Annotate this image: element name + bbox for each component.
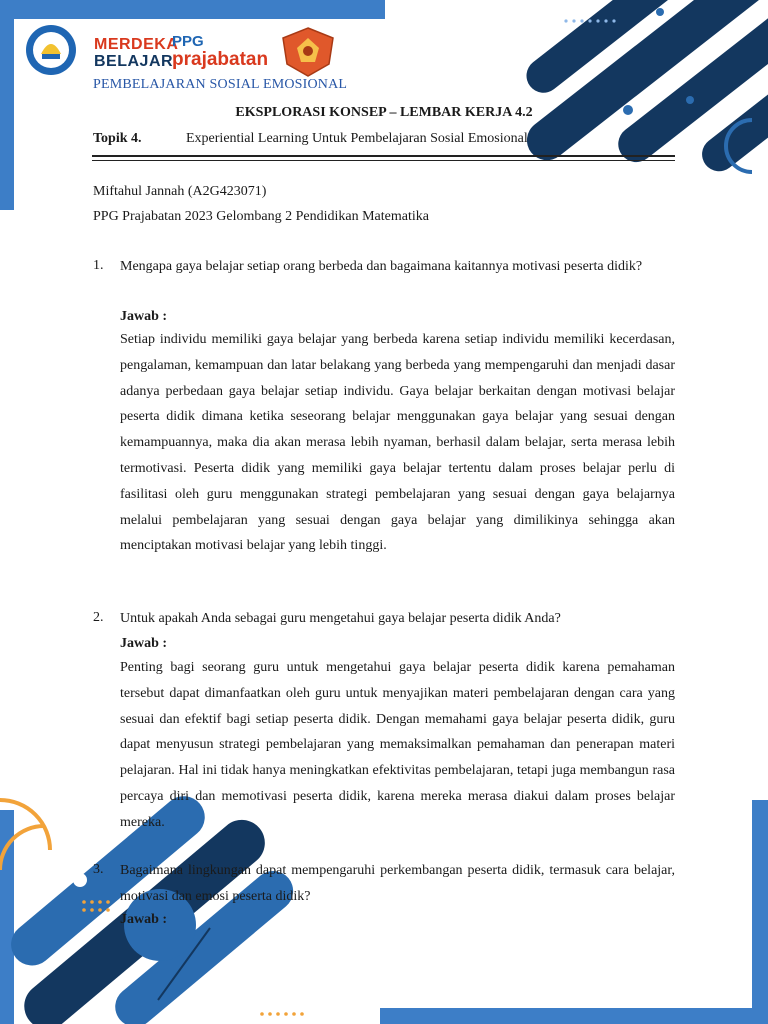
title-divider-top [92,155,675,157]
author-name: Miftahul Jannah (A2G423071) [93,184,267,199]
tut-wuri-handayani-logo [24,24,78,76]
question-2-number: 2. [93,610,104,625]
question-3-number: 3. [93,862,104,877]
title-divider-bottom [92,160,675,161]
question-2-answer: Penting bagi seorang guru untuk mengetahui gaya belajar peserta didik karena pemahaman tersebut dapat dimanfaatkan oleh guru untuk menyajikan materi pembelajaran dengan cara yang sesuai dan efektif bagi setiap peserta didik. Dengan memahami gaya belajar peserta didik, guru dapat menyusun strategi pembelajaran yang memaksimalkan pemahaman dan penerapan materi pelajaran. Hal ini tidak hanya meningkatkan efektivitas pembelajaran, tetapi juga membangun rasa percaya diri dan memotivasi peserta didik, karena mereka merasa diakui dalam proses belajar mereka. [120,660,675,830]
question-1-number: 1. [93,258,104,273]
belajar-text: BELAJAR [94,53,174,70]
header-subtitle: PEMBELAJARAN SOSIAL EMOSIONAL [93,77,348,92]
ppg-prajabatan-logo [172,34,268,70]
merdeka-text: MERDEKA [94,36,179,53]
question-1-jawab-label: Jawab : [120,309,168,324]
question-1-answer: Setiap individu memiliki gaya belajar yang berbeda karena setiap individu memiliki kecerdasan, pengalaman, kemampuan dan latar belakang yang berbeda yang mempengaruhi dan menjadi dasar adanya perbedaan gaya belajar setiap individu. Gaya belajar berkaitan dengan motivasi belajar peserta didik dimana ketika seseorang belajar menggunakan gaya belajar yang sesuai dengan kemampuannya, maka dia akan merasa lebih nyaman, berhasil dalam belajar, serta merasa lebih termotivasi. Peserta didik yang memiliki gaya belajar tertentu dalam proses belajar perlu di fasilitasi oleh guru menggunakan strategi pembelajaran yang sesuai dengan gaya belajarnya melalui pembelajaran yang sesuai dengan gaya belajar yang dimilikinya sehingga akan menciptakan motivasi belajar yang lebih tinggi. [120,332,675,554]
prajabatan-text: prajabatan [172,49,269,70]
university-seal-logo [279,26,337,78]
topic-text: Experiential Learning Untuk Pembelajaran Sosial Emosional [186,131,528,146]
program-name: PPG Prajabatan 2023 Gelombang 2 Pendidikan Matematika [93,209,429,224]
ppg-text: PPG [172,33,204,50]
question-2-text: Untuk apakah Anda sebagai guru mengetahui gaya belajar peserta didik Anda? [120,611,561,626]
topic-label: Topik 4. [93,131,142,146]
question-3-text: Bagaimana lingkungan dapat mempengaruhi perkembangan peserta didik, termasuk cara belajar, motivasi dan emosi peserta didik? [120,863,675,904]
page-title: EKSPLORASI KONSEP – LEMBAR KERJA 4.2 [235,105,533,120]
question-1-text: Mengapa gaya belajar setiap orang berbeda dan bagaimana kaitannya motivasi peserta didik? [120,259,643,274]
question-2-jawab-label: Jawab : [120,636,168,651]
merdeka-belajar-logo [94,36,178,70]
question-3-jawab-label: Jawab : [120,912,168,927]
